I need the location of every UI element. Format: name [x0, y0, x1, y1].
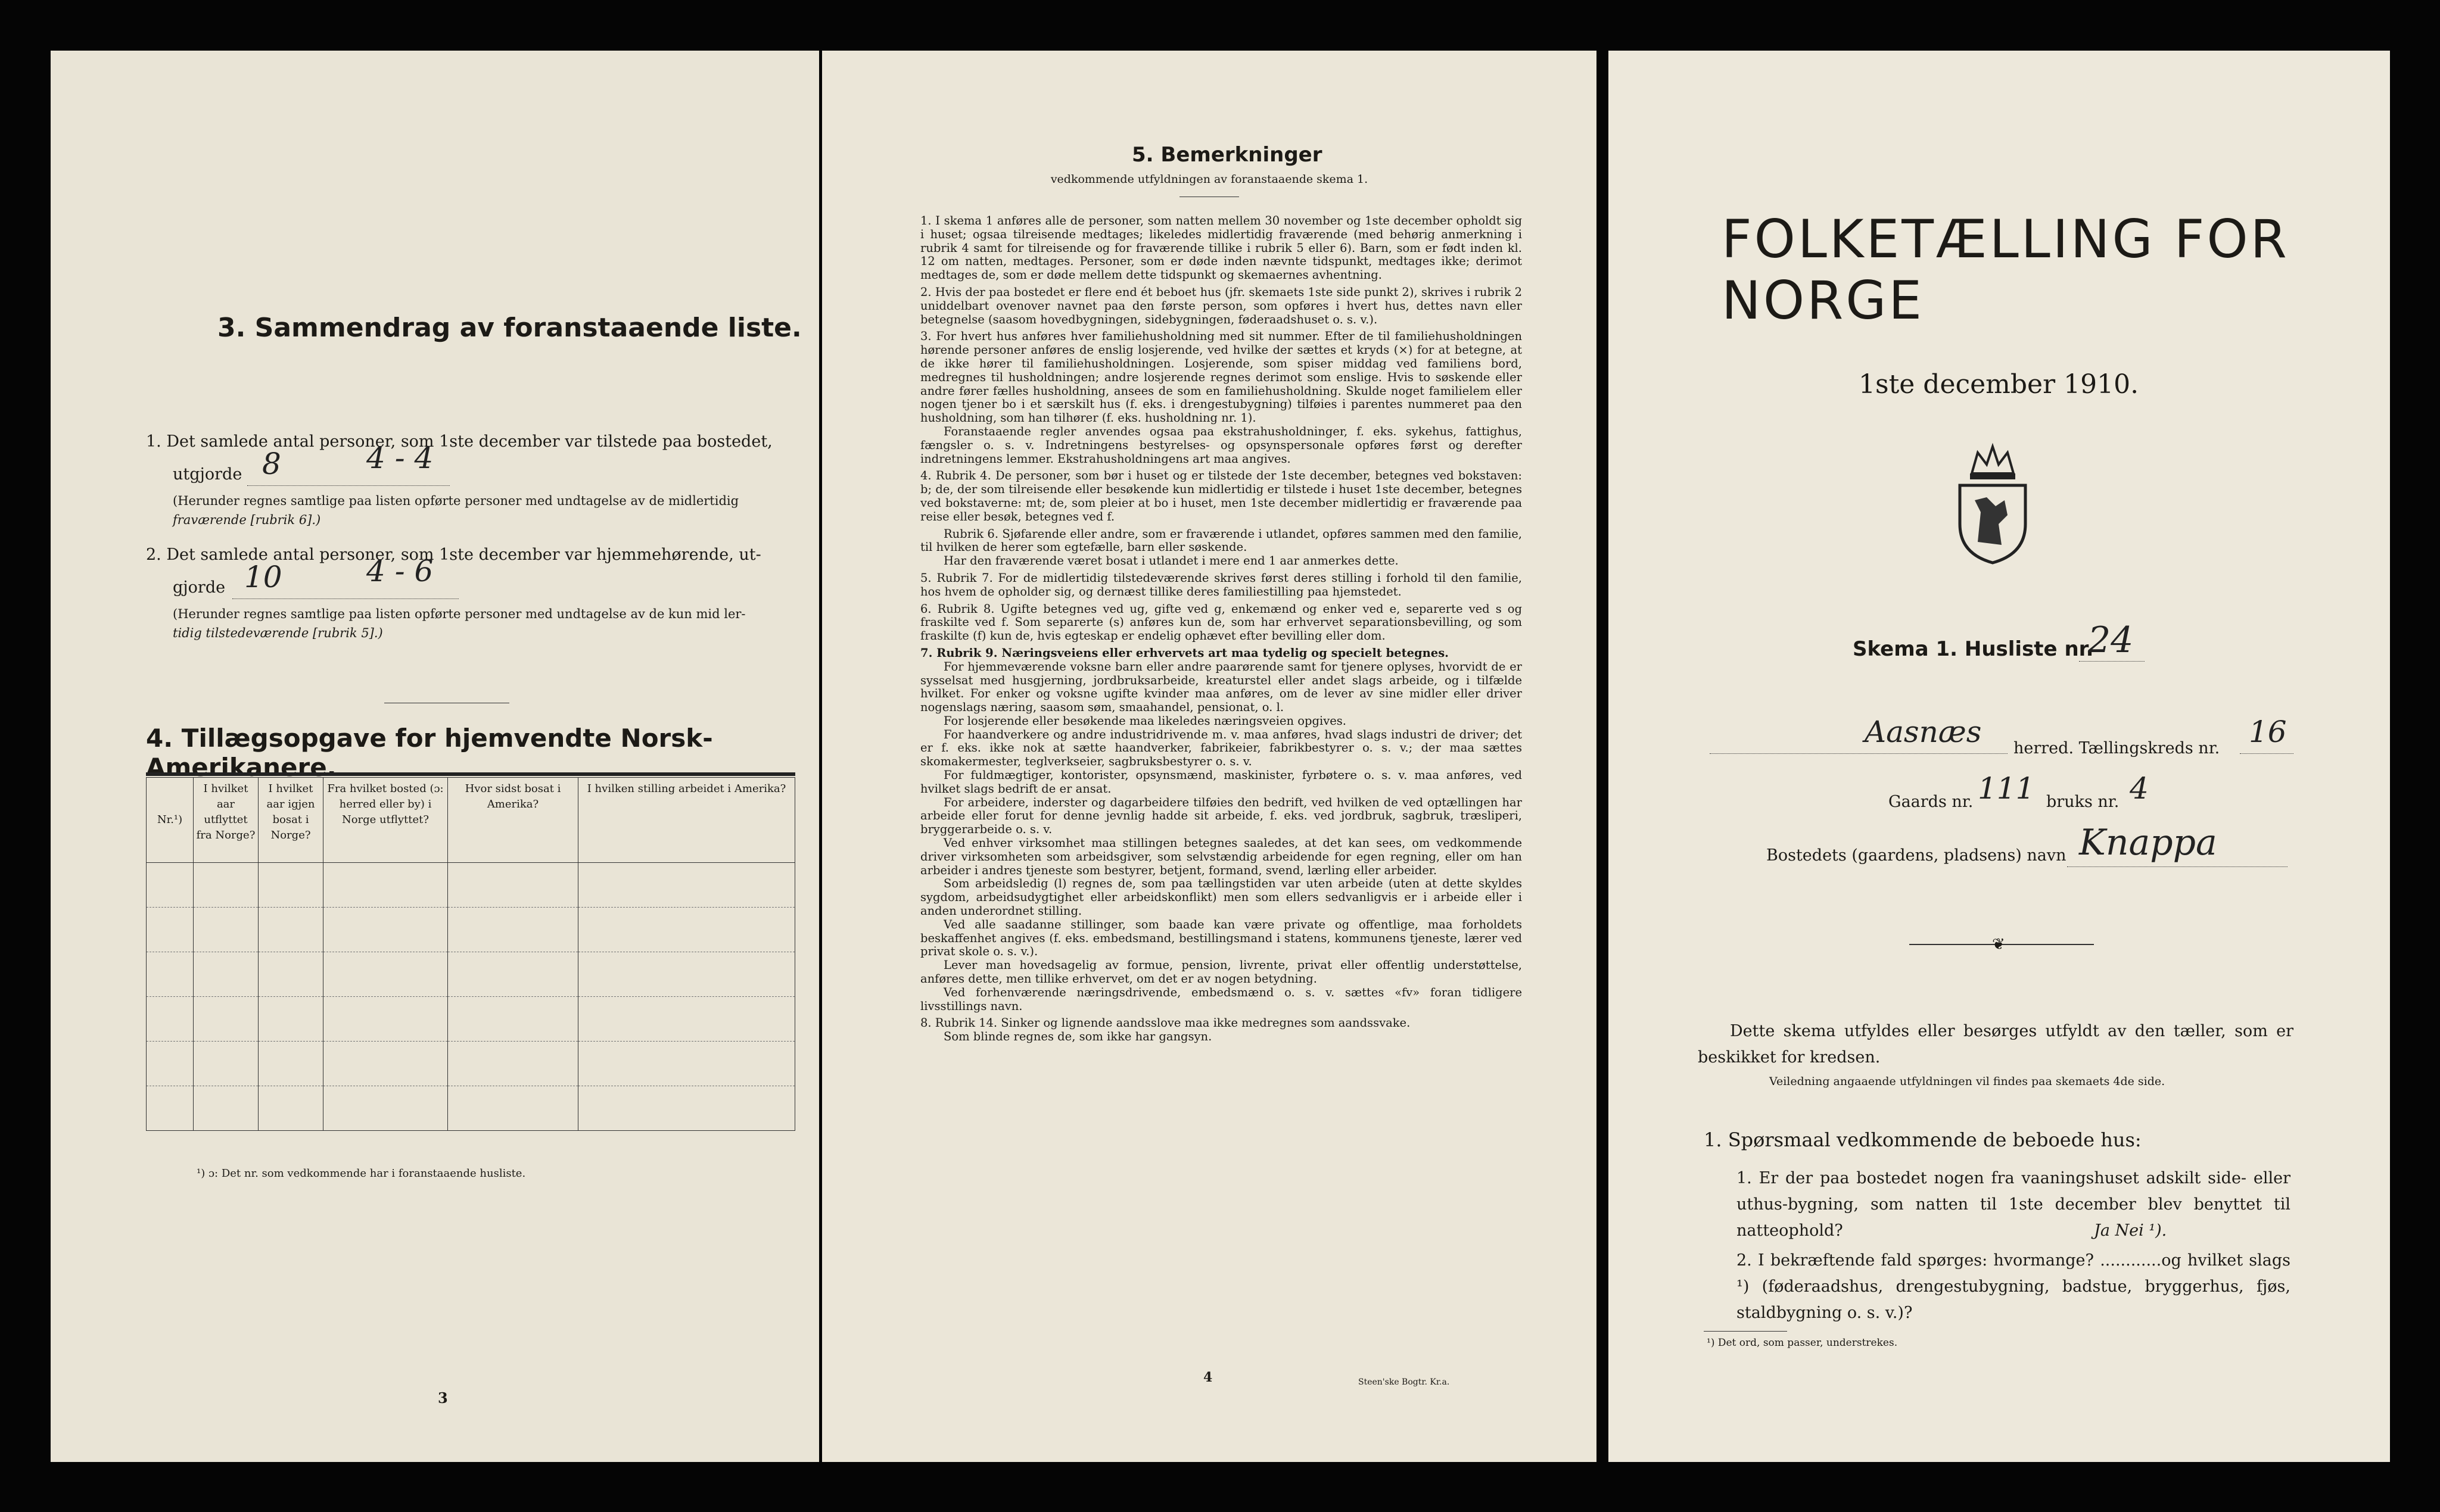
- col-fra-bosted: Fra hvilket bosted (ɔ: herred eller by) i Norge utflyttet?: [323, 778, 448, 863]
- q2-note-1: (Herunder regnes samtlige paa listen opførte personer med undtagelse av de kun mid ler-: [173, 607, 746, 621]
- col-utflyttet: I hvilket aar utflyttet fra Norge?: [194, 778, 259, 863]
- page-middle: [822, 51, 1596, 1462]
- question-1-answer: Ja Nei ¹).: [2094, 1221, 2167, 1240]
- q2-fill-line: [232, 598, 459, 599]
- note-7d: For haandverkere og andre industridrivende m. v. maa anføres, hvad slags industri de driver; det er f. eks. ikke nok at sætte haandverker, fabrikeier, fabrikbestyrer o. s. v.; der maa sættes skomakermester, teglverkseier, sagbruksbestyrer o. s. v.: [920, 727, 1522, 769]
- husliste-number-handwritten: 24: [2088, 619, 2134, 661]
- bruks-number-handwritten: 4: [2130, 771, 2149, 806]
- table-row: [147, 1042, 795, 1086]
- note-7e: For fuldmægtiger, kontorister, opsynsmænd, maskinister, fyrbøtere o. s. v. maa anføres, ved hvilket slags bedrift de er ansat.: [920, 768, 1522, 796]
- note-3: 3. For hvert hus anføres hver familiehusholdning med sit nummer. Efter de til familiehusholdningen hørende personer anføres de enslig losjerende, ved hvilke der sættes et kryds (×) for at betegne, at de ikke hører til familiehusholdningen. Losjerende, som spiser middag ved familiens bord, medregnes til husholdningen; andre losjerende regnes derimot som enslige. Hvis to søskende eller andre fører fælles husholdning, ansees de som en familiehusholdning. Skulde noget familielem eller nogen tjener bo i et særskilt hus (f. eks. i drengestubygning) tilføies i parentes nummeret paa den husholdning, som han tilhører (f. eks. husholdning nr. 1).: [920, 329, 1522, 425]
- col-stilling: I hvilken stilling arbeidet i Amerika?: [578, 778, 795, 863]
- note-2: 2. Hvis der paa bostedet er flere end ét beboet hus (jfr. skemaets 1ste side punkt 2), skrives i rubrik 2 uniddelbart ovenover navnet paa den første person, som opføres i hvert hus, dettes navn eller betegnelse (saasom hovedbygningen, sidebygningen, føderaadshuset o. s. v.).: [920, 285, 1522, 326]
- note-3b: Foranstaaende regler anvendes ogsaa paa ekstrahusholdninger, f. eks. sykehus, fattighus, fængsler o. s. v. Indretningens bestyrelses- og opsynspersonale opføres først og derefter indretningens lemmer. Ekstrahusholdningens art maa angives.: [920, 424, 1522, 466]
- note-7j: Lever man hovedsagelig av formue, pension, livrente, privat eller offentlig understøttelse, anføres dette, men tillike erhvervet, om det er av nogen betydning.: [920, 958, 1522, 986]
- table-row: [147, 863, 795, 908]
- question-1: 1. Er der paa bostedet nogen fra vaaningshuset adskilt side- eller uthus-bygning, som natten til 1ste december blev benyttet til natteophold?: [1736, 1169, 2290, 1240]
- table-footnote: ¹) ɔ: Det nr. som vedkommende har i foranstaaende husliste.: [197, 1167, 526, 1180]
- note-5: 5. Rubrik 7. For de midlertidig tilstedeværende skrives først deres stilling i forhold til den familie, hos hvem de opholder sig, og dernæst tillike deres familiestilling paa hjemstedet.: [920, 570, 1522, 598]
- page-number-3: 3: [438, 1389, 448, 1407]
- q2-text: 2. Det samlede antal personer, som 1ste december var hjemmehørende, ut-: [146, 545, 761, 564]
- note-7h: Som arbeidsledig (l) regnes de, som paa tællingstiden var uten arbeide (uten at dette skyldes sygdom, arbeidsudygtighet eller arbeidskonflikt) men som ellers sedvanligvis er i arbeide eller i anden underordnet stilling.: [920, 877, 1522, 918]
- q1-handwritten-total: 8: [262, 447, 281, 481]
- note-8b: Som blinde regnes de, som ikke har gangsyn.: [944, 1030, 1212, 1044]
- note-6: 6. Rubrik 8. Ugifte betegnes ved ug, gifte ved g, enkemænd og enker ved e, separerte ved s og fraskilte ved f. Som separerte (s) anføres kun de, som har erhvervet separationsbevilling, og som fraskilte (f) kun de, hvis egteskap er endelig ophævet efter bevilling eller dom.: [920, 601, 1522, 643]
- note-7: 7. Rubrik 9. Næringsveiens eller erhvervets art maa tydelig og specielt betegnes.: [920, 646, 1449, 660]
- census-title: FOLKETÆLLING FOR NORGE: [1722, 208, 2289, 331]
- herred-fill-line: [1710, 753, 2008, 754]
- table-row: [147, 908, 795, 952]
- note-8: 8. Rubrik 14. Sinker og lignende aandsslove maa ikke medregnes som aandssvake.: [920, 1016, 1411, 1030]
- page-number-4: 4: [1203, 1370, 1213, 1385]
- q1-note-2: fraværende [rubrik 6].): [173, 513, 321, 527]
- page-left: [51, 51, 819, 1462]
- table-row: [147, 997, 795, 1042]
- herred-label: herred. Tællingskreds nr.: [2013, 739, 2220, 757]
- gaards-number-handwritten: 111: [1978, 771, 2035, 806]
- ornament-icon: ❦: [1992, 936, 2005, 953]
- note-4c: Har den fraværende været bosat i utlandet i mere end 1 aar anmerkes dette.: [944, 554, 1399, 568]
- kreds-number-handwritten: 16: [2249, 715, 2287, 749]
- q1-note-1: (Herunder regnes samtlige paa listen opførte personer med undtagelse av de midlertidig: [173, 494, 739, 508]
- note-4b: Rubrik 6. Sjøfarende eller andre, som er fraværende i utlandet, opføres sammen med den familie, til hvilken de herer som egtefælle, barn eller søskende.: [920, 526, 1522, 554]
- table-top-rule: [146, 772, 795, 776]
- note-7g: Ved enhver virksomhet maa stillingen betegnes saaledes, at det kan sees, om vedkommende driver virksomheten som arbeidsgiver, som selvstændig arbeidende for egen regning, eller om han arbeider i andres tjeneste som bestyrer, betjent, formand, svend, lærling eller arbeider.: [920, 836, 1522, 877]
- col-bosat: I hvilket aar igjen bosat i Norge?: [259, 778, 323, 863]
- skema-label: Skema 1. Husliste nr.: [1853, 637, 2094, 661]
- bosted-handwritten: Knappa: [2079, 822, 2217, 863]
- q2-note-2: tidig tilstedeværende [rubrik 5].): [173, 626, 383, 640]
- census-date: 1ste december 1910.: [1859, 369, 2139, 400]
- footnote-rule: [1704, 1331, 1787, 1332]
- note-7b: For hjemmeværende voksne barn eller andre paarørende samt for tjenere oplyses, hvorvidt de er sysselsat med husgjerning, jordbruksarbeide, kreaturstel eller andet slags arbeide, og i tilfælde hvilket. For enker og voksne ugifte kvinder maa anføres, om de lever av sine midler eller driver nogenslags næring, saasom søm, smaahandel, pensionat, o. l.: [920, 659, 1522, 715]
- page-right: [1608, 51, 2390, 1462]
- note-7c: For losjerende eller besøkende maa likeledes næringsveien opgives.: [944, 713, 1346, 728]
- coat-of-arms-icon: [1951, 441, 2034, 566]
- section-3-title: 3. Sammendrag av foranstaaende liste.: [217, 313, 802, 343]
- husliste-fill-line: [2079, 661, 2145, 662]
- note-1: 1. I skema 1 anføres alle de personer, som natten mellem 30 november og 1ste december opholdt sig i huset; ogsaa tilreisende medtages; likeledes midlertidig fraværende (med behørig anmerkning i rubrik 4 samt for tilreisende og for fraværende tillike i rubrik 5 eller 6). Barn, som er født inden kl. 12 om natten, medtages. Personer, som er døde inden nævnte tidspunkt, medtages ikke; derimot medtages de, som er døde mellem dette tidspunkt og skemaernes avhentning.: [920, 214, 1522, 282]
- note-4: 4. Rubrik 4. De personer, som bør i huset og er tilstede der 1ste december, betegnes ved bokstaven: b; de, der som tilreisende eller besøkende kun midlertidig er tilstede i huset 1ste december, betegnes ved bokstaverne: mt; de, som pleier at bo i huset, men 1ste december midlertidig er fraværende paa reise eller besøk, betegnes ved f.: [920, 469, 1522, 523]
- q1-text: 1. Det samlede antal personer, som 1ste december var tilstede paa bostedet,: [146, 432, 773, 451]
- remarks-subtitle: vedkommende utfyldningen av foranstaaende skema 1.: [1050, 173, 1368, 186]
- q2-handwritten-breakdown: 4 - 6: [366, 554, 434, 588]
- q1-handwritten-breakdown: 4 - 4: [366, 441, 434, 475]
- table-header-row: [147, 778, 795, 863]
- info-text: Dette skema utfyldes eller besørges utfyldt av den tæller, som er beskikket for kredsen.: [1698, 1022, 2293, 1067]
- bosted-label: Bostedets (gaardens, pladsens) navn: [1766, 846, 2066, 865]
- page-footnote: ¹) Det ord, som passer, understrekes.: [1707, 1337, 1898, 1349]
- q1-fill-line: [247, 485, 450, 486]
- col-nr: Nr.¹): [147, 778, 194, 863]
- questions-title: 1. Spørsmaal vedkommende de beboede hus:: [1704, 1128, 2142, 1151]
- table-row: [147, 952, 795, 997]
- gaards-label: Gaards nr.: [1888, 793, 1974, 811]
- q2-handwritten-total: 10: [244, 560, 282, 594]
- bosted-fill-line: [2067, 866, 2288, 867]
- printer-mark: Steen'ske Bogtr. Kr.a.: [1358, 1377, 1450, 1387]
- herred-handwritten: Aasnæs: [1865, 715, 1982, 749]
- col-amerika-bosat: Hvor sidst bosat i Amerika?: [448, 778, 578, 863]
- remarks-body: [920, 214, 1522, 1044]
- norsk-amerikanere-table: [146, 777, 795, 1131]
- bruks-label: bruks nr.: [2046, 793, 2120, 811]
- note-7k: Ved forhenværende næringsdrivende, embedsmænd o. s. v. sættes «fv» foran tidligere livsstillings navn.: [920, 985, 1522, 1013]
- q2-lead: gjorde: [173, 578, 226, 597]
- section-4-title: 4. Tillægsopgave for hjemvendte Norsk-Amerikanere.: [146, 724, 713, 782]
- table-row: [147, 1086, 795, 1131]
- info-guidance: Veiledning angaaende utfyldningen vil findes paa skemaets 4de side.: [1769, 1075, 2165, 1088]
- kreds-fill-line: [2240, 753, 2293, 754]
- note-7i: Ved alle saadanne stillinger, som baade kan være private og offentlige, maa forholdets beskaffenhet angives (f. eks. embedsmand, bestillingsmand i statens, kommunens tjeneste, lærer ved privat skole o. s. v.).: [920, 917, 1522, 959]
- note-7f: For arbeidere, inderster og dagarbeidere tilføies den bedrift, ved hvilken de ved optællingen har arbeide eller forut for denne jevnlig hadde sit arbeide, f. eks. ved jordbruk, sagbruk, træsliperi, bryggerarbeide o. s. v.: [920, 795, 1522, 837]
- q1-lead: utgjorde: [173, 465, 242, 484]
- remarks-title: 5. Bemerkninger: [1132, 143, 1322, 167]
- question-2: 2. I bekræftende fald spørges: hvormange? ............og hvilket slags ¹) (føderaadshus, drengestubygning, badstue, bryggerhus, fjøs, staldbygning o. s. v.)?: [1736, 1251, 2290, 1322]
